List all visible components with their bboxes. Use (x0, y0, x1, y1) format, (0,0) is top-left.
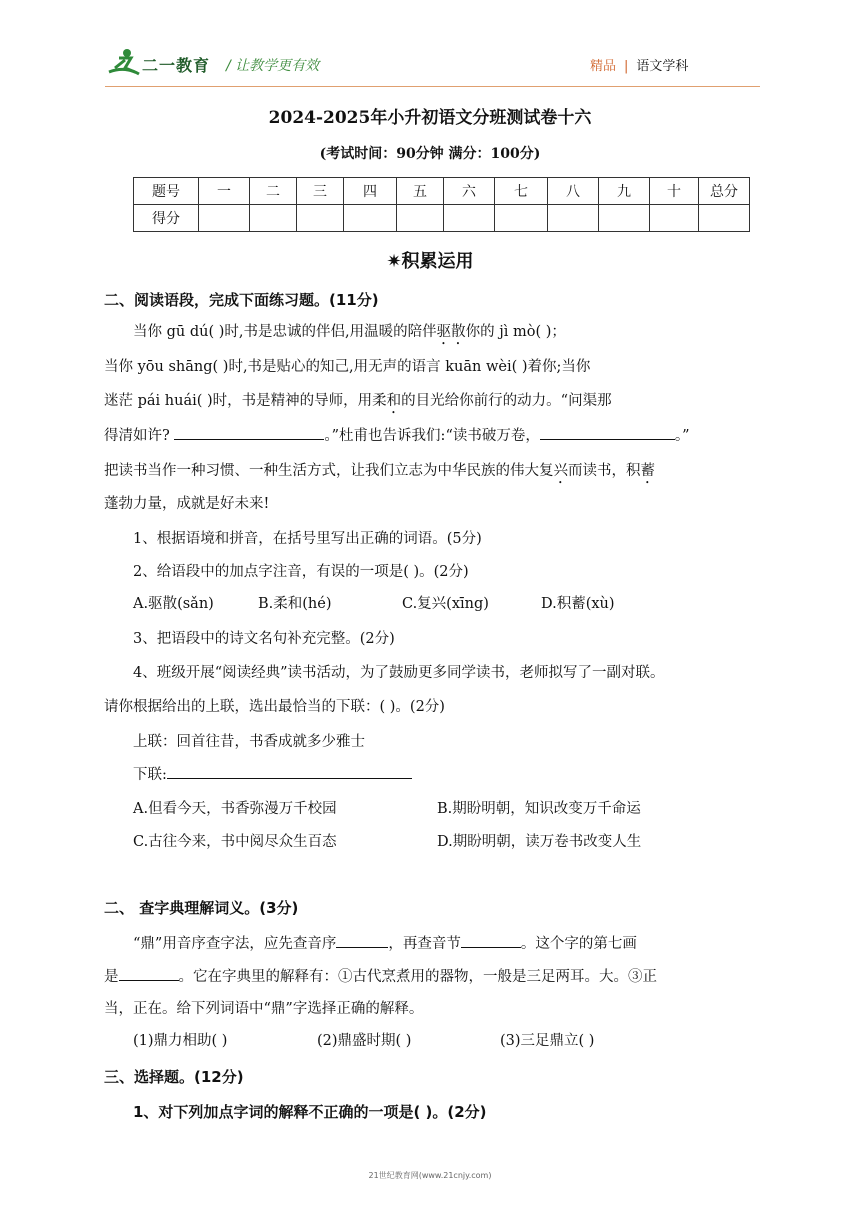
couplet-upper: 上联：回首往昔，书香成就多少雅士 (133, 734, 365, 750)
score-cell[interactable] (344, 205, 397, 232)
q2-heading: 二、阅读语段，完成下面练习题。(11分) (104, 291, 379, 309)
answer-blank[interactable] (540, 425, 675, 440)
option-c[interactable]: C.古往今来，书中阅尽众生百态 (133, 834, 337, 850)
dotted-char: 散 (451, 324, 466, 340)
option-d[interactable]: D.积蓄(xù) (541, 596, 615, 612)
score-cell[interactable] (297, 205, 344, 232)
dict-item-text: (1)鼎力相助( ) (133, 1033, 228, 1049)
dict-text: 。它在字典里的解释有：①古代烹煮用的器物，一般是三足两耳。大。③正 (178, 969, 657, 985)
dict-item-text: (3)三足鼎立( ) (500, 1033, 595, 1049)
option-b[interactable]: B.柔和(hé) (258, 596, 332, 612)
q2-sub-3: 3、把语段中的诗文名句补充完整。(2分) (133, 631, 395, 647)
passage-line-1 (133, 320, 566, 348)
score-cell[interactable] (599, 205, 650, 232)
score-header-cell: 总分 (699, 178, 750, 205)
score-cell[interactable] (199, 205, 250, 232)
score-header-cell: 一 (199, 178, 250, 205)
passage-text: 的目光给你前行的动力。“问渠那 (401, 393, 612, 409)
couplet-lower (133, 763, 412, 784)
q2b-heading: 二、 查字典理解词义。(3分) (104, 899, 299, 917)
header-separator: | (624, 59, 629, 74)
dict-text: ，再查音节 (388, 936, 461, 952)
slogan: / 让教学更有效 (226, 58, 320, 74)
header-subject: 语文学科 (636, 59, 689, 74)
score-cell[interactable] (650, 205, 699, 232)
page-title: 2024-2025年小升初语文分班测试卷十六 (268, 108, 592, 128)
passage-line-4 (104, 424, 690, 445)
section-heading: ✷积累运用 (386, 251, 474, 272)
option-a[interactable]: A.但看今天，书香弥漫万千校园 (133, 801, 337, 817)
passage-line-6: 蓬勃力量，成就是好未来! (104, 496, 270, 512)
dotted-char: 蓄 (640, 463, 655, 479)
score-cell[interactable] (699, 205, 750, 232)
score-table (133, 177, 750, 232)
passage-text: 你的 jì mò( )； (465, 324, 566, 340)
passage-text: 迷茫 pái huái( )时，书是精神的导师，用柔 (104, 393, 387, 409)
score-cell[interactable] (444, 205, 495, 232)
passage-text: 得清如许? (104, 428, 175, 444)
q2-sub-4: 4、班级开展“阅读经典”读书活动，为了鼓励更多同学读书，老师拟写了一副对联。 (133, 665, 665, 681)
option-b[interactable]: B.期盼明朝，知识改变万千命运 (437, 801, 641, 817)
footer: 21世纪教育网(www.21cnjy.com) (368, 1171, 492, 1180)
dict-item-3 (500, 1029, 594, 1050)
option-d[interactable]: D.期盼明朝，读万卷书改变人生 (437, 834, 642, 850)
answer-blank[interactable] (336, 933, 388, 948)
option-a[interactable]: A.驱散(sǎn) (133, 596, 214, 612)
header-quality: 精品 (590, 59, 617, 74)
passage-text: 把读书当作一种习惯、一种生活方式，让我们立志为中华民族的伟大复 (104, 463, 554, 479)
answer-blank[interactable] (461, 933, 521, 948)
score-cell[interactable] (548, 205, 599, 232)
dotted-char: 兴 (553, 463, 568, 479)
exam-info: (考试时间：90分钟 满分：100分) (319, 146, 541, 162)
q3-sub-1: 1、对下列加点字词的解释不正确的一项是( )。(2分) (133, 1103, 487, 1121)
passage-text: 。”杜甫也告诉我们:“读书破万卷， (324, 428, 540, 444)
score-table-score-row (134, 205, 750, 232)
answer-blank[interactable] (167, 764, 412, 779)
header-rule (105, 86, 760, 87)
dict-line-2 (104, 965, 657, 986)
dict-item-text: (2)鼎盛时期( ) (317, 1033, 412, 1049)
score-cell[interactable] (397, 205, 444, 232)
score-header-cell: 三 (297, 178, 344, 205)
dict-text: 是 (104, 969, 119, 985)
dict-text: “鼎”用音序查字法，应先查音序 (133, 936, 337, 952)
score-header-cell: 七 (495, 178, 548, 205)
score-header-cell: 六 (444, 178, 495, 205)
q2-sub-1: 1、根据语境和拼音，在括号里写出正确的词语。(5分) (133, 531, 482, 547)
header-right (590, 55, 688, 74)
score-header-cell: 五 (397, 178, 444, 205)
passage-line-5 (104, 459, 655, 487)
score-header-cell: 四 (344, 178, 397, 205)
passage-text: 。” (674, 428, 690, 444)
score-row-label: 得分 (134, 205, 199, 232)
q2-sub-4-cont: 请你根据给出的上联，选出最恰当的下联：( )。(2分) (104, 699, 445, 715)
score-header-cell: 十 (650, 178, 699, 205)
answer-blank[interactable] (119, 966, 179, 981)
score-header-cell: 二 (250, 178, 297, 205)
answer-blank[interactable] (174, 425, 324, 440)
passage-text: 当你 gū dú( )时,书是忠诚的伴侣,用温暖的陪伴 (133, 324, 437, 340)
lower-label: 下联: (133, 767, 167, 783)
q2-sub-2: 2、给语段中的加点字注音，有误的一项是( )。(2分) (133, 564, 469, 580)
option-c[interactable]: C.复兴(xīng) (402, 596, 489, 612)
dict-line-1 (133, 932, 637, 953)
dict-item-1 (133, 1029, 227, 1050)
dict-item-2 (317, 1029, 411, 1050)
score-cell[interactable] (495, 205, 548, 232)
passage-line-2: 当你 yōu shāng( )时,书是贴心的知己,用无声的语言 kuān wèi( )着你;当你 (104, 359, 591, 375)
passage-text: 而读书，积 (568, 463, 641, 479)
dotted-char: 和 (386, 393, 402, 409)
score-header-cell: 八 (548, 178, 599, 205)
logo-text: 二一教育 (142, 56, 211, 75)
score-cell[interactable] (250, 205, 297, 232)
score-table-header-row (134, 178, 750, 205)
score-header-cell: 九 (599, 178, 650, 205)
dict-line-3: 当，正在。给下列词语中“鼎”字选择正确的解释。 (104, 1001, 424, 1017)
passage-line-3 (104, 389, 612, 417)
score-header-cell: 题号 (134, 178, 199, 205)
dotted-char: 驱 (436, 324, 452, 340)
q3-heading: 三、选择题。(12分) (104, 1068, 244, 1086)
dict-text: 。这个字的第七画 (520, 936, 637, 952)
